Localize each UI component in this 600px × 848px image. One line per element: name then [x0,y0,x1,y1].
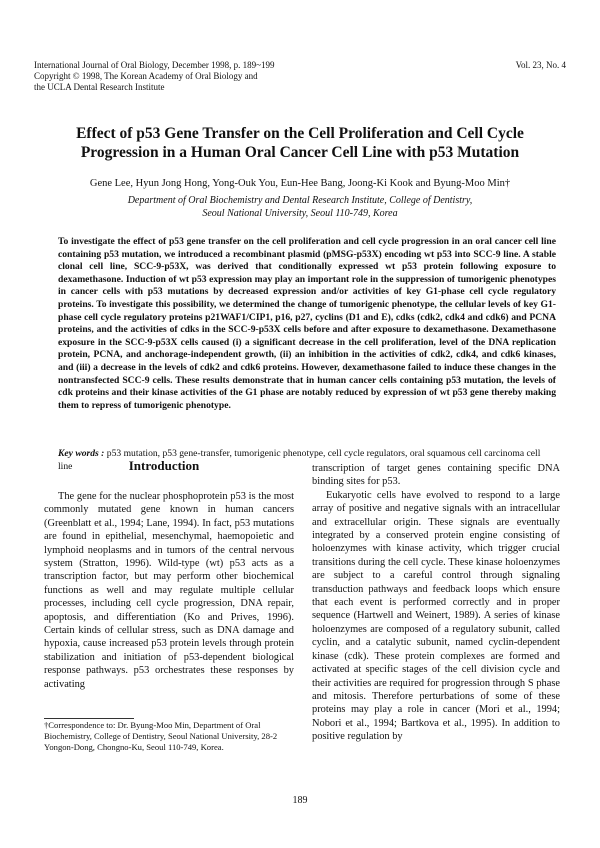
keywords-text: p53 mutation, p53 gene-transfer, tumorigenic phenotype, cell cycle regulators, oral squamous cell carcinoma cell line [58,448,541,472]
copyright-line: Copyright © 1998, The Korean Academy of Oral Biology and [34,71,258,81]
abstract: To investigate the effect of p53 gene transfer on the cell proliferation and cell cycle progression in an oral cancer cell line containing p53 mutation, we introduced a recombinant plasmid (pMSG-p53X) encoding wt p53 into SCC-9 line. A stable clonal cell line, SCC-9-p53X, was derived that conditionally expressed wt p53 protein following exposure to dexamethasone. Induction of wt p53 expression may play an important role in the suppression of tumorigenic phenotypes in cancer cells with p53 mutations by decreased expression and/or activities of key G1-phase cell cycle regulatory proteins. To investigate this possibility, we determined the change of tumorigenic phenotype, the cellular levels of key G1-phase cell cycle regulatory proteins p21WAF1/CIP1, p16, p27, cyclins (D1 and E), cdks (cdk2, cdk4 and cdk6) and PCNA proteins, and the activities of cdks in the SCC-9-p53X cells before and after exposure to dexamethasone. Dexamethasone exposure in the SCC-9-p53X cells caused (i) a significant decrease in the cell proliferation, level of the DNA replication protein, PCNA, and anchorage-independent growth, (ii) an inhibition in the activities of cdk2, cdk4, and cdk6 kinases, and (iii) a decrease in the levels of cdk2 and cdk6 proteins. However, dexamethasone failed to induce these changes in the nontransfected SCC-9 cells. These results demonstrate that in human cancer cells containing p53 mutation, the levels of cdk proteins and their kinase activities of the G1 phase are notably reduced by expression of wt p53 gene thereby making them to repress of tumorigenic phenotype. [58,236,556,411]
article-title: Effect of p53 Gene Transfer on the Cell Proliferation and Cell Cycle Progression in a Human Oral Cancer Cell Line with p53 Mutation [76,125,524,161]
left-column-text: The gene for the nuclear phosphoprotein p53 is the most commonly mutated gene known in human cancers (Greenblatt et al., 1994; Lane, 1994). In fact, p53 mutations are found in epithelial, mesenchymal, haemopoietic and lymphoid neoplasms and in tumors of the central nervous system (Stratton, 1996). Wild-type (wt) p53 acts as a transcription factor, but may perform other biochemical functions as well and may regulate multiple cellular processes, including cell cycle progression, DNA repair, apoptosis, and differentiation (Ko and Prives, 1996). Certain kinds of cellular stress, such as DNA damage and hypoxia, cause increased p53 protein levels through protein stabilization and initiation of p53-dependent biological response pathways. p53 orchestrates these responses by activating [44,491,294,690]
keywords-label: Key words : [58,448,105,459]
right-column [312,462,560,744]
affiliation [30,194,570,220]
right-paragraph-1: transcription of target genes containing specific DNA binding sites for p53. [312,463,560,488]
affiliation-line-1: Department of Oral Biochemistry and Dental Research Institute, College of Dentistry, [127,195,473,206]
volume-number: Vol. 23, No. 4 [515,60,566,70]
journal-citation: International Journal of Oral Biology, December 1998, p. 189~199 [34,60,275,70]
page-number: 189 [292,795,308,806]
section-heading: Introduction [128,458,200,473]
footnote-rule [44,718,134,719]
copyright-line-2: the UCLA Dental Research Institute [34,82,165,92]
author-list: Gene Lee, Hyun Jong Hong, Yong-Ouk You, Eun-Hee Bang, Joong-Ki Kook and Byung-Moo Min† [89,178,511,189]
right-paragraph-2: Eukaryotic cells have evolved to respond to a large array of positive and negative signals with an intracellular and extracellular origin. These signals are eventually integrated by a conserved protein engine consisting of holoenzymes with kinase activity, which trigger crucial transitions during the cell cycle. These kinase holoenzymes are subject to a careful control through signaling transduction pathways and feedback loops which ensure that each event is performed correctly and in proper sequence (Hartwell and Weinert, 1989). A series of kinase holoenzymes are composed of a regulatory subunit, called cyclin, and a catalytic subunit, named cyclin-dependent kinase (cdk). These protein complexes are formed and activated at specific stages of the cell division cycle and their activities are required for progression through S phase and mitosis. Therefore perturbations of some of these proteins may play a role in cancer (Mori et al., 1994; Nobori et al., 1994; Bartkova et al., 1995). In addition to positive regulation by [312,489,560,743]
footnote: †Correspondence to: Dr. Byung-Moo Min, Department of Oral Biochemistry, College of Dentistry, Seoul National University, 28-2 Yongon-Dong, Chongno-Ku, Seoul 110-749, Korea. [44,720,278,752]
journal-header [34,60,274,93]
affiliation-line-2: Seoul National University, Seoul 110-749, Korea [202,208,398,219]
